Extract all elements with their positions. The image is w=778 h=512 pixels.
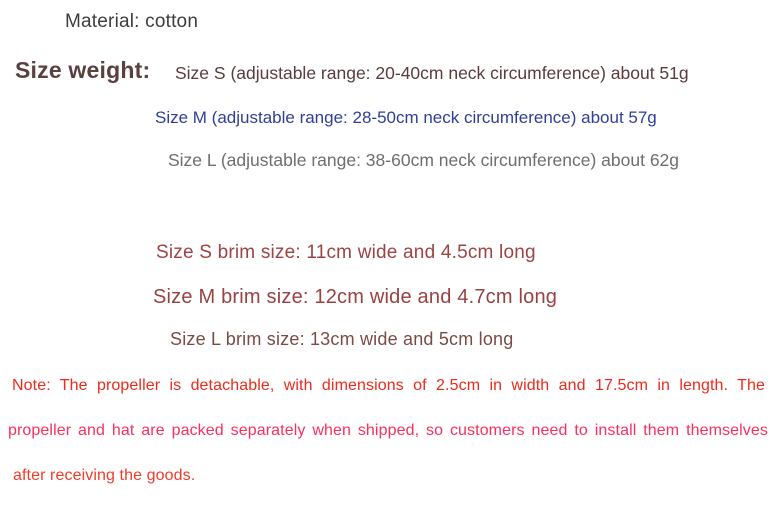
material-line: Material: cotton [65,11,199,32]
size-s-weight-line: Size S (adjustable range: 20-40cm neck circumference) about 51g [175,63,689,83]
size-l-weight-line: Size L (adjustable range: 38-60cm neck circumference) about 62g [168,150,680,170]
note-line-1: Note: The propeller is detachable, with dimensions of 2.5cm in width and 17.5cm in length. The [12,377,765,394]
size-m-brim-line: Size M brim size: 12cm wide and 4.7cm long [153,286,558,308]
size-l-brim-line: Size L brim size: 13cm wide and 5cm long [170,329,514,349]
note-line-3: after receiving the goods. [13,467,196,484]
size-weight-label: Size weight: [15,57,151,83]
note-line-2: propeller and hat are packed separately when shipped, so customers need to install them themselves [8,422,768,439]
size-s-brim-line: Size S brim size: 11cm wide and 4.5cm long [156,242,536,263]
size-m-weight-line: Size M (adjustable range: 28-50cm neck circumference) about 57g [155,108,657,127]
